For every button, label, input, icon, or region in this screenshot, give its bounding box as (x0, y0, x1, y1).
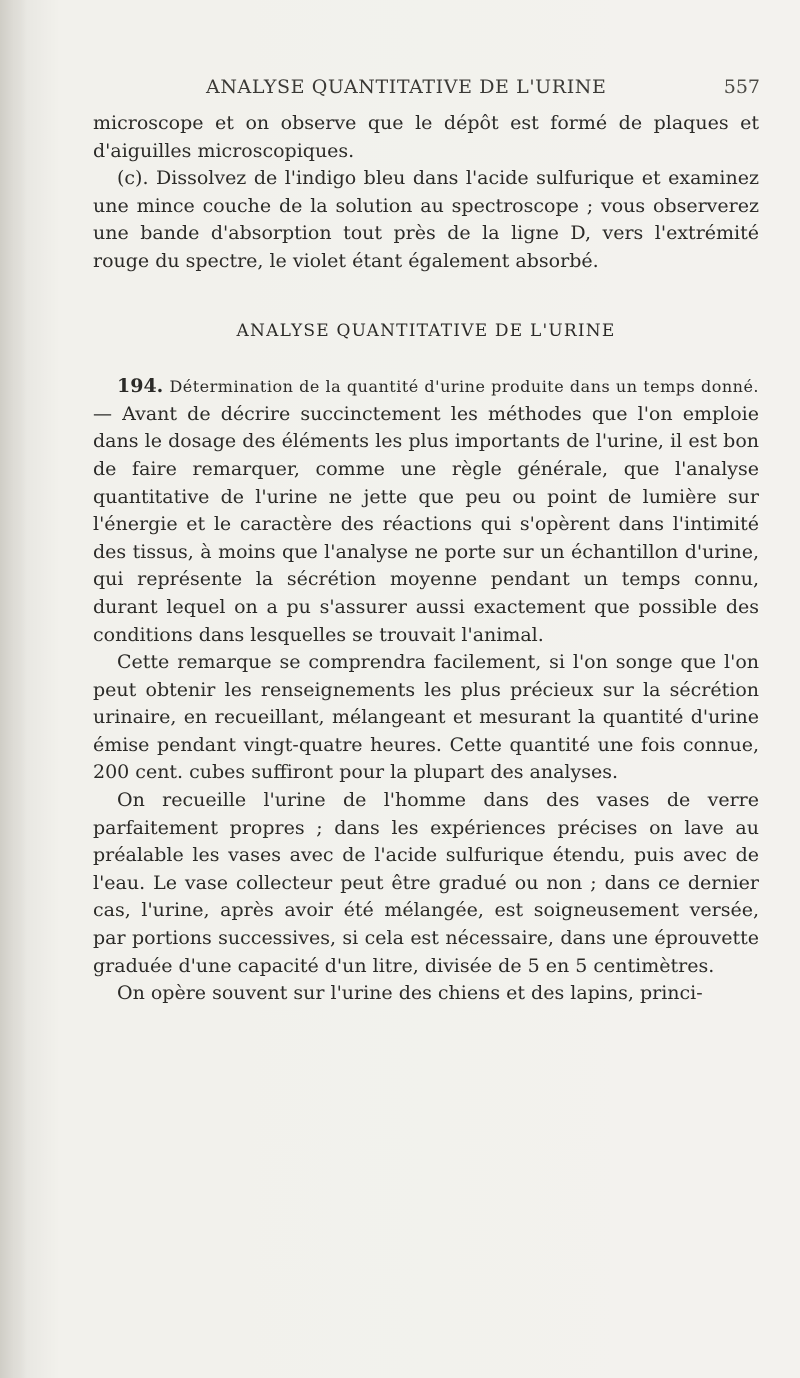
page-body (93, 110, 759, 1008)
page-number: 557 (723, 76, 760, 98)
paragraph-indigo: (c). Dissolvez de l'indigo bleu dans l'acide sulfurique et examinez une mince couche de la solution au spectroscope ; vous observerez une bande d'absorption tout près de la ligne D, vers l'extrémité rouge du spectre, le violet étant également absorbé. (93, 167, 759, 272)
section-lead: — Avant de décrire succinctement les méthodes que l'on emploie dans le dosage des éléments les plus importants de l'urine, il est bon de faire remarquer, comme une règle générale, que l'analyse quantitative de l'urine ne jette que peu ou point de lumière sur l'énergie et le caractère des réactions qui s'opèrent dans l'intimité des tissus, à moins que l'analyse ne porte sur un échantillon d'urine, qui représente la sécrétion moyenne pendant un temps connu, durant lequel on a pu s'assurer aussi exactement que possible des conditions dans lesquelles se trouvait l'animal. (93, 402, 759, 646)
paragraph-chiens: On opère souvent sur l'urine des chiens et des lapins, princi- (117, 982, 703, 1005)
section-heading: ANALYSE QUANTITATIVE DE L'URINE (236, 320, 616, 341)
page-header (100, 76, 760, 110)
section-number: 194. (117, 375, 164, 398)
section-title: Détermination de la quantité d'urine produite dans un temps donné. (169, 377, 759, 397)
page-spine-shadow (0, 0, 26, 1378)
paragraph-194 (93, 373, 759, 649)
paragraph-continued: microscope et on observe que le dépôt est formé de plaques et d'aiguilles microscopiques. (93, 112, 759, 162)
paragraph-remarque: Cette remarque se comprendra facilement, si l'on songe que l'on peut obtenir les renseignements les plus précieux sur la sécrétion urinaire, en recueillant, mélangeant et mesurant la quantité d'urine émise pendant vingt-quatre heures. Cette quantité une fois connue, 200 cent. cubes suffiront pour la plupart des analyses. (93, 651, 759, 784)
running-title: ANALYSE QUANTITATIVE DE L'URINE (206, 76, 607, 98)
paragraph-recueille: On recueille l'urine de l'homme dans des vases de verre parfaitement propres ; dans les expériences précises on lave au préalable les vases avec de l'acide sulfurique étendu, puis avec de l'eau. Le vase collecteur peut être gradué ou non ; dans ce dernier cas, l'urine, après avoir été mélangée, est soigneusement versée, par portions successives, si cela est nécessaire, dans une éprouvette graduée d'une capacité d'un litre, divisée de 5 en 5 centimètres. (93, 789, 759, 977)
